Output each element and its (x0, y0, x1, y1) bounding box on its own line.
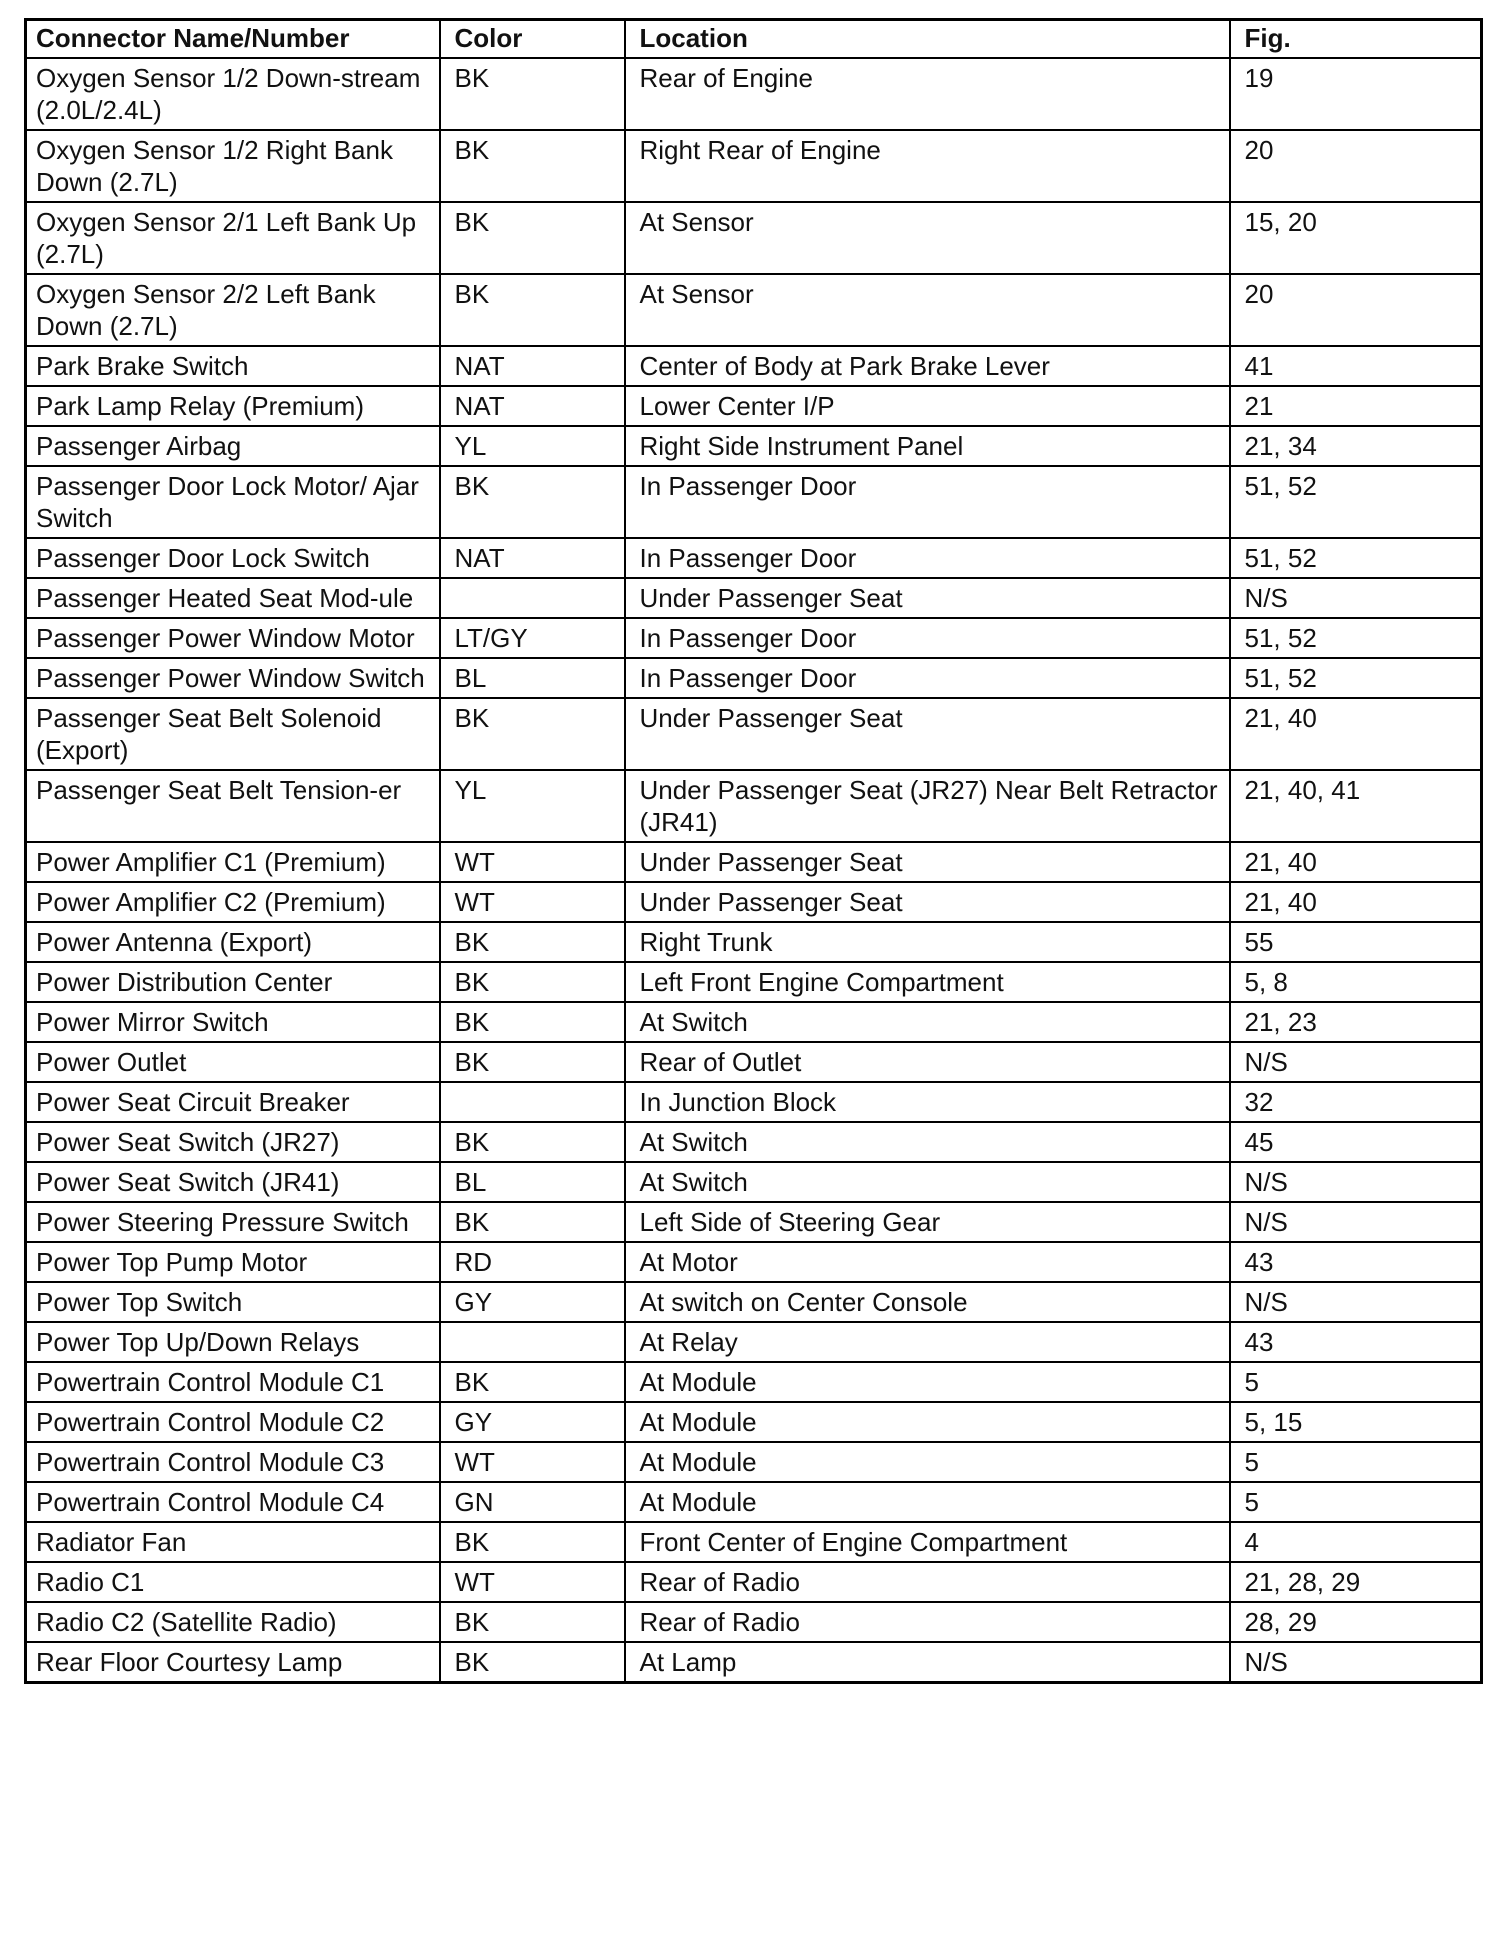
cell-connector-name: Park Brake Switch (26, 346, 440, 386)
cell-fig: N/S (1230, 1642, 1482, 1683)
cell-fig: 55 (1230, 922, 1482, 962)
cell-color: WT (440, 1562, 625, 1602)
cell-connector-name: Passenger Airbag (26, 426, 440, 466)
cell-location: At Module (625, 1402, 1230, 1442)
table-row (26, 698, 1482, 770)
cell-color: NAT (440, 386, 625, 426)
cell-location: Left Front Engine Compartment (625, 962, 1230, 1002)
cell-fig: 21, 40, 41 (1230, 770, 1482, 842)
table-row (26, 770, 1482, 842)
cell-fig: N/S (1230, 1042, 1482, 1082)
table-row (26, 130, 1482, 202)
cell-location: At Sensor (625, 202, 1230, 274)
cell-fig: 51, 52 (1230, 466, 1482, 538)
cell-location: At Switch (625, 1002, 1230, 1042)
table-row (26, 1002, 1482, 1042)
cell-color: BK (440, 1522, 625, 1562)
cell-location: Under Passenger Seat (JR27) Near Belt Retractor (JR41) (625, 770, 1230, 842)
connector-table-container (24, 18, 1480, 1684)
table-row (26, 202, 1482, 274)
cell-connector-name: Radio C2 (Satellite Radio) (26, 1602, 440, 1642)
cell-color: WT (440, 1442, 625, 1482)
cell-color: GY (440, 1282, 625, 1322)
table-row (26, 1402, 1482, 1442)
cell-fig: 51, 52 (1230, 658, 1482, 698)
cell-location: Front Center of Engine Compartment (625, 1522, 1230, 1562)
cell-connector-name: Power Amplifier C2 (Premium) (26, 882, 440, 922)
cell-connector-name: Power Seat Switch (JR41) (26, 1162, 440, 1202)
table-row (26, 618, 1482, 658)
cell-location: Right Rear of Engine (625, 130, 1230, 202)
header-fig: Fig. (1230, 20, 1482, 59)
cell-color: BK (440, 274, 625, 346)
header-color: Color (440, 20, 625, 59)
table-row (26, 658, 1482, 698)
table-row (26, 1042, 1482, 1082)
cell-color: BK (440, 58, 625, 130)
cell-connector-name: Passenger Door Lock Switch (26, 538, 440, 578)
header-connector-name: Connector Name/Number (26, 20, 440, 59)
cell-color: BK (440, 1362, 625, 1402)
cell-fig: 21, 40 (1230, 842, 1482, 882)
cell-color: GN (440, 1482, 625, 1522)
cell-color: BK (440, 130, 625, 202)
table-row (26, 274, 1482, 346)
cell-connector-name: Rear Floor Courtesy Lamp (26, 1642, 440, 1683)
cell-connector-name: Power Top Pump Motor (26, 1242, 440, 1282)
cell-fig: N/S (1230, 578, 1482, 618)
table-row (26, 466, 1482, 538)
cell-fig: N/S (1230, 1282, 1482, 1322)
cell-connector-name: Power Top Up/Down Relays (26, 1322, 440, 1362)
table-row (26, 1442, 1482, 1482)
table-row (26, 1602, 1482, 1642)
cell-location: Under Passenger Seat (625, 578, 1230, 618)
cell-fig: 51, 52 (1230, 618, 1482, 658)
cell-connector-name: Powertrain Control Module C1 (26, 1362, 440, 1402)
cell-color: NAT (440, 538, 625, 578)
cell-fig: 20 (1230, 130, 1482, 202)
cell-color: LT/GY (440, 618, 625, 658)
cell-color: BK (440, 1002, 625, 1042)
cell-location: At Switch (625, 1122, 1230, 1162)
table-row (26, 1282, 1482, 1322)
cell-location: At switch on Center Console (625, 1282, 1230, 1322)
cell-fig: 5, 15 (1230, 1402, 1482, 1442)
cell-color: BL (440, 658, 625, 698)
cell-location: In Passenger Door (625, 658, 1230, 698)
table-row (26, 1362, 1482, 1402)
cell-fig: 4 (1230, 1522, 1482, 1562)
cell-fig: 15, 20 (1230, 202, 1482, 274)
cell-location: Rear of Engine (625, 58, 1230, 130)
cell-color: BK (440, 698, 625, 770)
cell-fig: 51, 52 (1230, 538, 1482, 578)
cell-location: At Motor (625, 1242, 1230, 1282)
cell-location: At Module (625, 1362, 1230, 1402)
table-row (26, 1482, 1482, 1522)
cell-fig: 20 (1230, 274, 1482, 346)
table-row (26, 538, 1482, 578)
cell-connector-name: Power Outlet (26, 1042, 440, 1082)
cell-fig: 5 (1230, 1442, 1482, 1482)
cell-color: BL (440, 1162, 625, 1202)
cell-fig: 32 (1230, 1082, 1482, 1122)
cell-connector-name: Oxygen Sensor 1/2 Down-stream (2.0L/2.4L) (26, 58, 440, 130)
table-row (26, 1242, 1482, 1282)
table-row (26, 386, 1482, 426)
header-location: Location (625, 20, 1230, 59)
cell-fig: 28, 29 (1230, 1602, 1482, 1642)
cell-connector-name: Passenger Seat Belt Solenoid (Export) (26, 698, 440, 770)
cell-location: At Switch (625, 1162, 1230, 1202)
cell-fig: 5 (1230, 1362, 1482, 1402)
cell-location: Under Passenger Seat (625, 882, 1230, 922)
cell-location: Center of Body at Park Brake Lever (625, 346, 1230, 386)
cell-connector-name: Power Distribution Center (26, 962, 440, 1002)
cell-fig: N/S (1230, 1202, 1482, 1242)
cell-color: BK (440, 202, 625, 274)
table-row (26, 922, 1482, 962)
table-row (26, 426, 1482, 466)
cell-fig: 21, 40 (1230, 882, 1482, 922)
cell-location: At Relay (625, 1322, 1230, 1362)
table-row (26, 1642, 1482, 1683)
cell-location: Rear of Radio (625, 1562, 1230, 1602)
cell-color: BK (440, 1642, 625, 1683)
cell-fig: 19 (1230, 58, 1482, 130)
cell-location: At Module (625, 1482, 1230, 1522)
cell-fig: 45 (1230, 1122, 1482, 1162)
table-row (26, 1322, 1482, 1362)
cell-location: Right Side Instrument Panel (625, 426, 1230, 466)
table-row (26, 578, 1482, 618)
cell-color: WT (440, 882, 625, 922)
cell-connector-name: Radiator Fan (26, 1522, 440, 1562)
cell-color: BK (440, 1202, 625, 1242)
cell-color: BK (440, 1042, 625, 1082)
cell-fig: 41 (1230, 346, 1482, 386)
cell-location: Left Side of Steering Gear (625, 1202, 1230, 1242)
cell-fig: 21, 28, 29 (1230, 1562, 1482, 1602)
cell-color (440, 578, 625, 618)
table-row (26, 842, 1482, 882)
cell-color: RD (440, 1242, 625, 1282)
cell-location: At Sensor (625, 274, 1230, 346)
table-row (26, 962, 1482, 1002)
cell-location: In Passenger Door (625, 538, 1230, 578)
cell-connector-name: Power Mirror Switch (26, 1002, 440, 1042)
table-row (26, 1202, 1482, 1242)
cell-location: In Passenger Door (625, 618, 1230, 658)
cell-connector-name: Power Seat Circuit Breaker (26, 1082, 440, 1122)
table-row (26, 58, 1482, 130)
cell-color: BK (440, 1602, 625, 1642)
cell-color: BK (440, 466, 625, 538)
cell-connector-name: Power Antenna (Export) (26, 922, 440, 962)
cell-location: Under Passenger Seat (625, 842, 1230, 882)
cell-connector-name: Oxygen Sensor 2/1 Left Bank Up (2.7L) (26, 202, 440, 274)
table-row (26, 1562, 1482, 1602)
cell-fig: 21, 34 (1230, 426, 1482, 466)
table-row (26, 1122, 1482, 1162)
cell-location: At Module (625, 1442, 1230, 1482)
table-row (26, 1082, 1482, 1122)
cell-location: Rear of Radio (625, 1602, 1230, 1642)
table-row (26, 1162, 1482, 1202)
cell-fig: 43 (1230, 1322, 1482, 1362)
table-body (26, 58, 1482, 1683)
cell-connector-name: Powertrain Control Module C2 (26, 1402, 440, 1442)
cell-connector-name: Powertrain Control Module C3 (26, 1442, 440, 1482)
cell-connector-name: Passenger Seat Belt Tension-er (26, 770, 440, 842)
cell-connector-name: Power Top Switch (26, 1282, 440, 1322)
cell-fig: 5, 8 (1230, 962, 1482, 1002)
cell-location: At Lamp (625, 1642, 1230, 1683)
cell-fig: 21, 23 (1230, 1002, 1482, 1042)
cell-connector-name: Power Steering Pressure Switch (26, 1202, 440, 1242)
cell-connector-name: Passenger Door Lock Motor/ Ajar Switch (26, 466, 440, 538)
cell-fig: N/S (1230, 1162, 1482, 1202)
cell-location: Under Passenger Seat (625, 698, 1230, 770)
cell-color: BK (440, 1122, 625, 1162)
cell-location: In Passenger Door (625, 466, 1230, 538)
cell-color: NAT (440, 346, 625, 386)
cell-color: YL (440, 426, 625, 466)
cell-connector-name: Power Seat Switch (JR27) (26, 1122, 440, 1162)
table-row (26, 346, 1482, 386)
cell-connector-name: Park Lamp Relay (Premium) (26, 386, 440, 426)
cell-color: BK (440, 922, 625, 962)
cell-location: Lower Center I/P (625, 386, 1230, 426)
table-header-row (26, 20, 1482, 59)
cell-fig: 5 (1230, 1482, 1482, 1522)
table-row (26, 1522, 1482, 1562)
connector-location-table (24, 18, 1483, 1684)
cell-color: GY (440, 1402, 625, 1442)
cell-color (440, 1082, 625, 1122)
cell-location: Right Trunk (625, 922, 1230, 962)
cell-connector-name: Oxygen Sensor 2/2 Left Bank Down (2.7L) (26, 274, 440, 346)
cell-color: BK (440, 962, 625, 1002)
cell-color: WT (440, 842, 625, 882)
cell-connector-name: Oxygen Sensor 1/2 Right Bank Down (2.7L) (26, 130, 440, 202)
cell-connector-name: Passenger Power Window Switch (26, 658, 440, 698)
table-row (26, 882, 1482, 922)
cell-fig: 21 (1230, 386, 1482, 426)
cell-location: Rear of Outlet (625, 1042, 1230, 1082)
cell-connector-name: Passenger Heated Seat Mod-ule (26, 578, 440, 618)
cell-location: In Junction Block (625, 1082, 1230, 1122)
cell-fig: 21, 40 (1230, 698, 1482, 770)
cell-color: YL (440, 770, 625, 842)
cell-connector-name: Radio C1 (26, 1562, 440, 1602)
cell-color (440, 1322, 625, 1362)
cell-connector-name: Powertrain Control Module C4 (26, 1482, 440, 1522)
cell-connector-name: Power Amplifier C1 (Premium) (26, 842, 440, 882)
cell-fig: 43 (1230, 1242, 1482, 1282)
cell-connector-name: Passenger Power Window Motor (26, 618, 440, 658)
